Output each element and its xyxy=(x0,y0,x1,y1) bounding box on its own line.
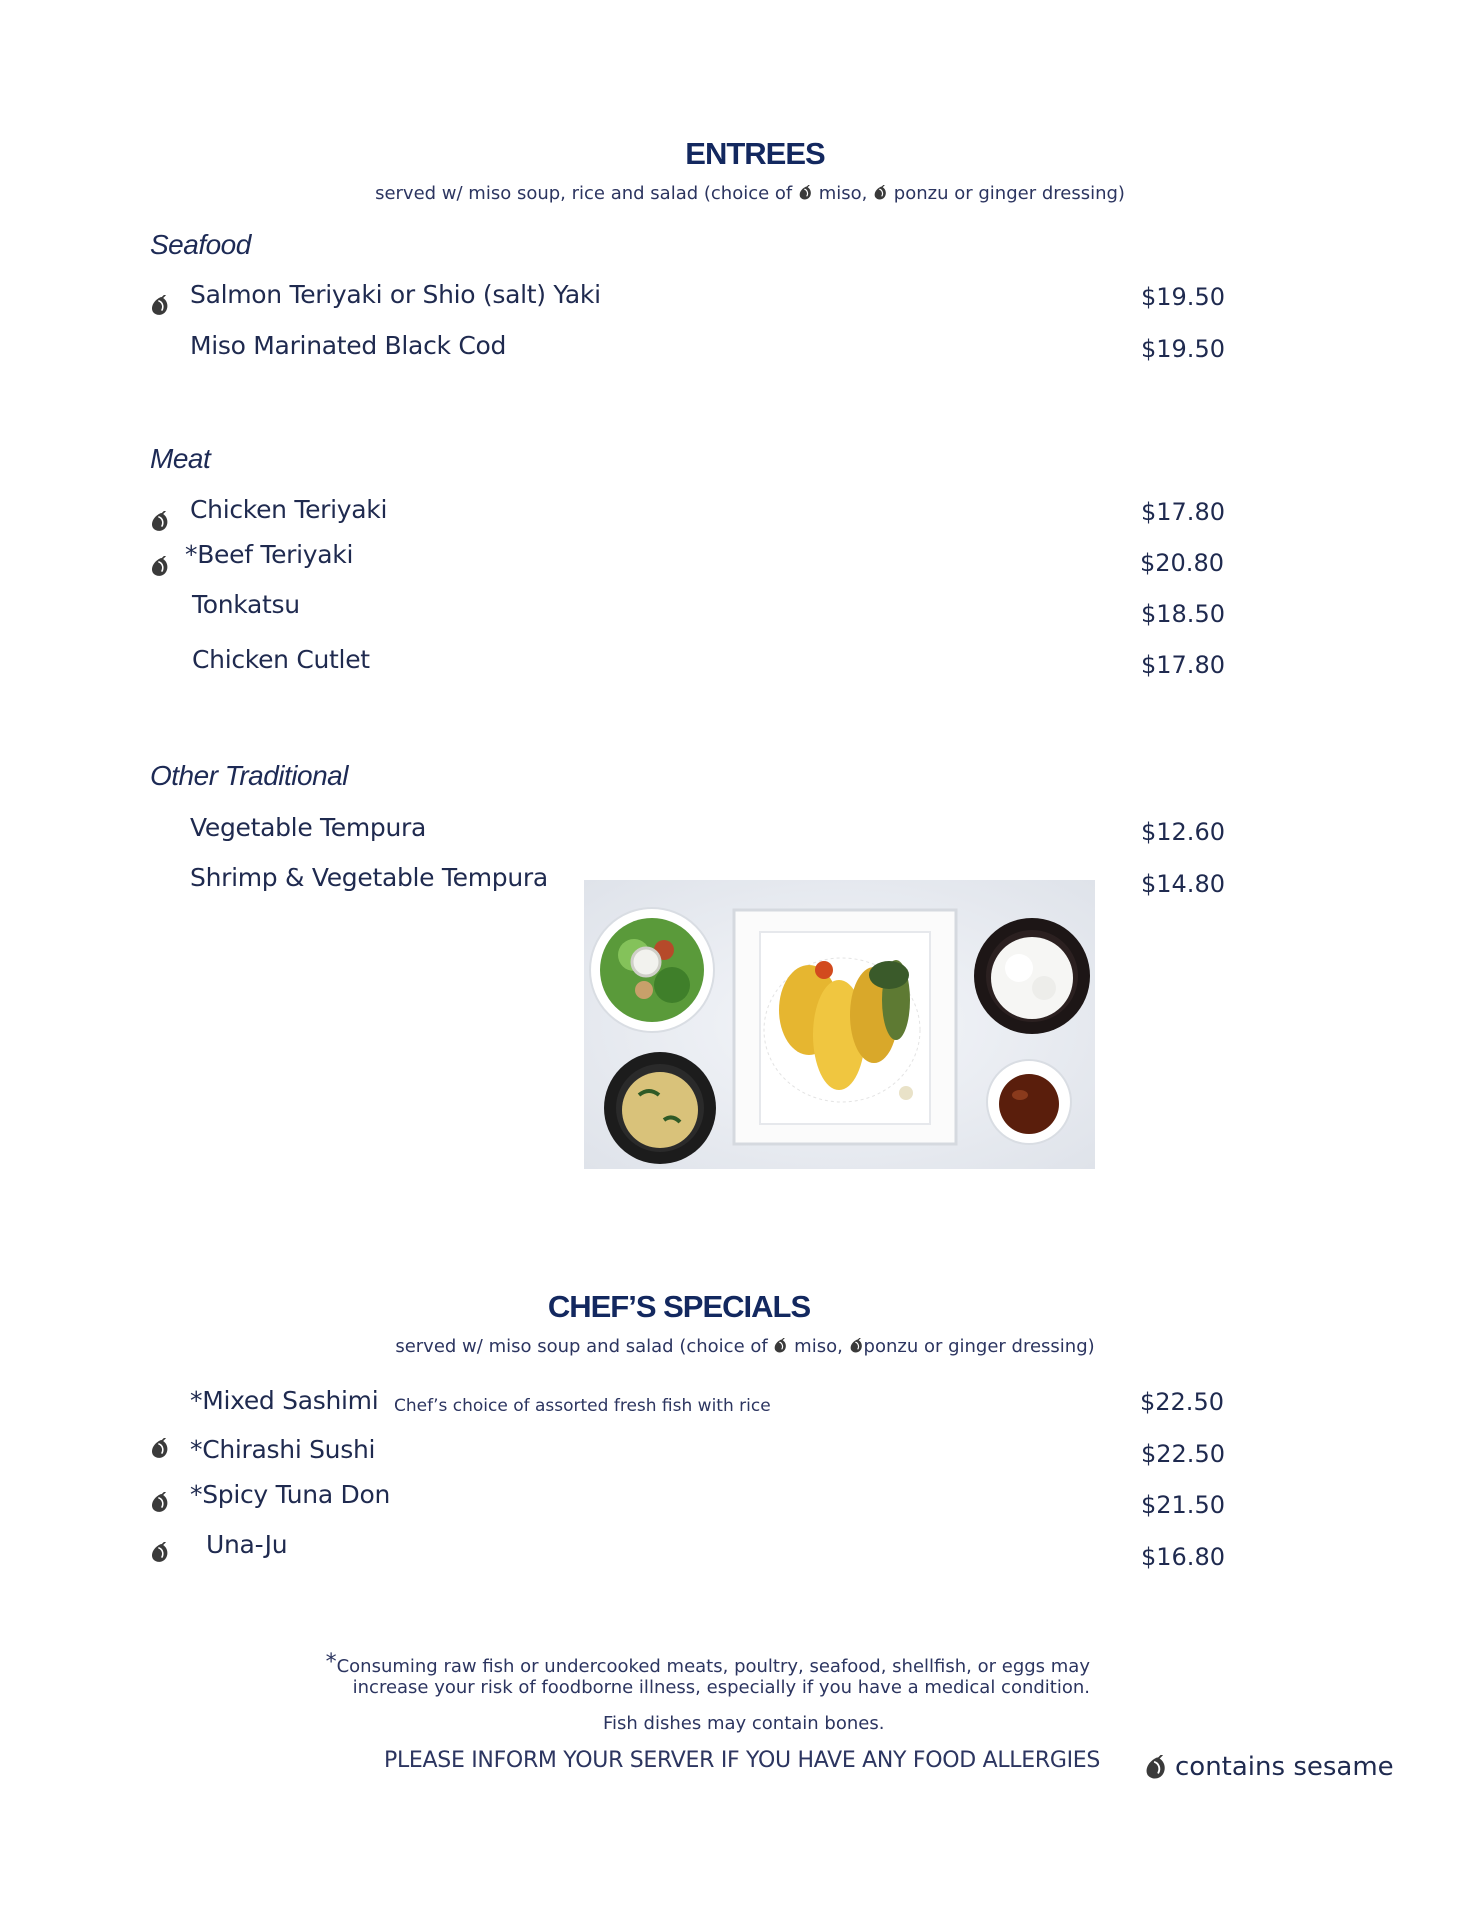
menu-item-price: $18.50 xyxy=(1141,600,1225,628)
menu-item-price: $22.50 xyxy=(1141,1440,1225,1468)
sesame-seed-icon xyxy=(150,1542,170,1564)
menu-item-price: $19.50 xyxy=(1141,283,1225,311)
raw-food-warning: *Consuming raw fish or undercooked meats, poultry, seafood, shellfish, or eggs may xyxy=(325,1650,1090,1677)
sesame-seed-icon xyxy=(150,1492,170,1514)
menu-item-price: $20.80 xyxy=(1140,549,1224,577)
specials-title: CHEF’S SPECIALS xyxy=(547,1289,811,1324)
menu-item-price: $17.80 xyxy=(1141,498,1225,526)
menu-item-description: Chef’s choice of assorted fresh fish with rice xyxy=(394,1396,771,1416)
menu-item-name: Chicken Teriyaki xyxy=(190,495,388,524)
specials-subtitle: served w/ miso soup and salad (choice of miso, ponzu or ginger dressing) xyxy=(395,1336,1095,1357)
sesame-seed-icon xyxy=(150,295,170,317)
sesame-seed-icon xyxy=(150,556,170,578)
menu-item-price: $17.80 xyxy=(1141,651,1225,679)
menu-item-price: $21.50 xyxy=(1141,1491,1225,1519)
bones-notice: Fish dishes may contain bones. xyxy=(603,1713,885,1734)
menu-item-name: Salmon Teriyaki or Shio (salt) Yaki xyxy=(190,280,601,309)
sesame-seed-icon xyxy=(1144,1755,1168,1781)
menu-item-price: $12.60 xyxy=(1141,818,1225,846)
menu-item-price: $14.80 xyxy=(1141,870,1225,898)
sesame-seed-icon xyxy=(773,1338,788,1354)
menu-item-name: *Chirashi Sushi xyxy=(190,1435,376,1464)
menu-item-price: $16.80 xyxy=(1141,1543,1225,1571)
category-meat: Meat xyxy=(150,443,211,474)
entrees-subtitle: served w/ miso soup, rice and salad (choice of miso, ponzu or ginger dressing) xyxy=(375,183,1125,204)
menu-item-name: *Spicy Tuna Don xyxy=(190,1480,390,1509)
sesame-seed-icon xyxy=(798,185,813,201)
sesame-seed-icon xyxy=(873,185,888,201)
category-other-traditional: Other Traditional xyxy=(150,760,348,791)
category-seafood: Seafood xyxy=(150,229,251,260)
menu-item-name: Miso Marinated Black Cod xyxy=(190,331,507,360)
sesame-seed-icon xyxy=(150,1438,170,1460)
menu-item-price: $22.50 xyxy=(1140,1388,1224,1416)
menu-item-name: *Beef Teriyaki xyxy=(185,540,354,569)
menu-item-name: Tonkatsu xyxy=(192,590,300,619)
menu-item-name: Shrimp & Vegetable Tempura xyxy=(190,863,548,892)
sesame-seed-icon xyxy=(150,511,170,533)
tempura-set-photo xyxy=(584,880,1095,1169)
raw-food-warning-line2: increase your risk of foodborne illness, especially if you have a medical condition. xyxy=(352,1677,1090,1698)
menu-item-name: Chicken Cutlet xyxy=(192,645,370,674)
menu-item-price: $19.50 xyxy=(1141,335,1225,363)
allergy-notice: PLEASE INFORM YOUR SERVER IF YOU HAVE ANY FOOD ALLERGIES xyxy=(384,1748,1101,1773)
menu-item-name: *Mixed Sashimi xyxy=(190,1386,379,1415)
entrees-title: ENTREES xyxy=(685,136,825,171)
sesame-legend-label: contains sesame xyxy=(1175,1752,1394,1782)
menu-item-name: Una-Ju xyxy=(206,1530,288,1559)
sesame-seed-icon xyxy=(849,1338,864,1354)
menu-item-name: Vegetable Tempura xyxy=(190,813,427,842)
